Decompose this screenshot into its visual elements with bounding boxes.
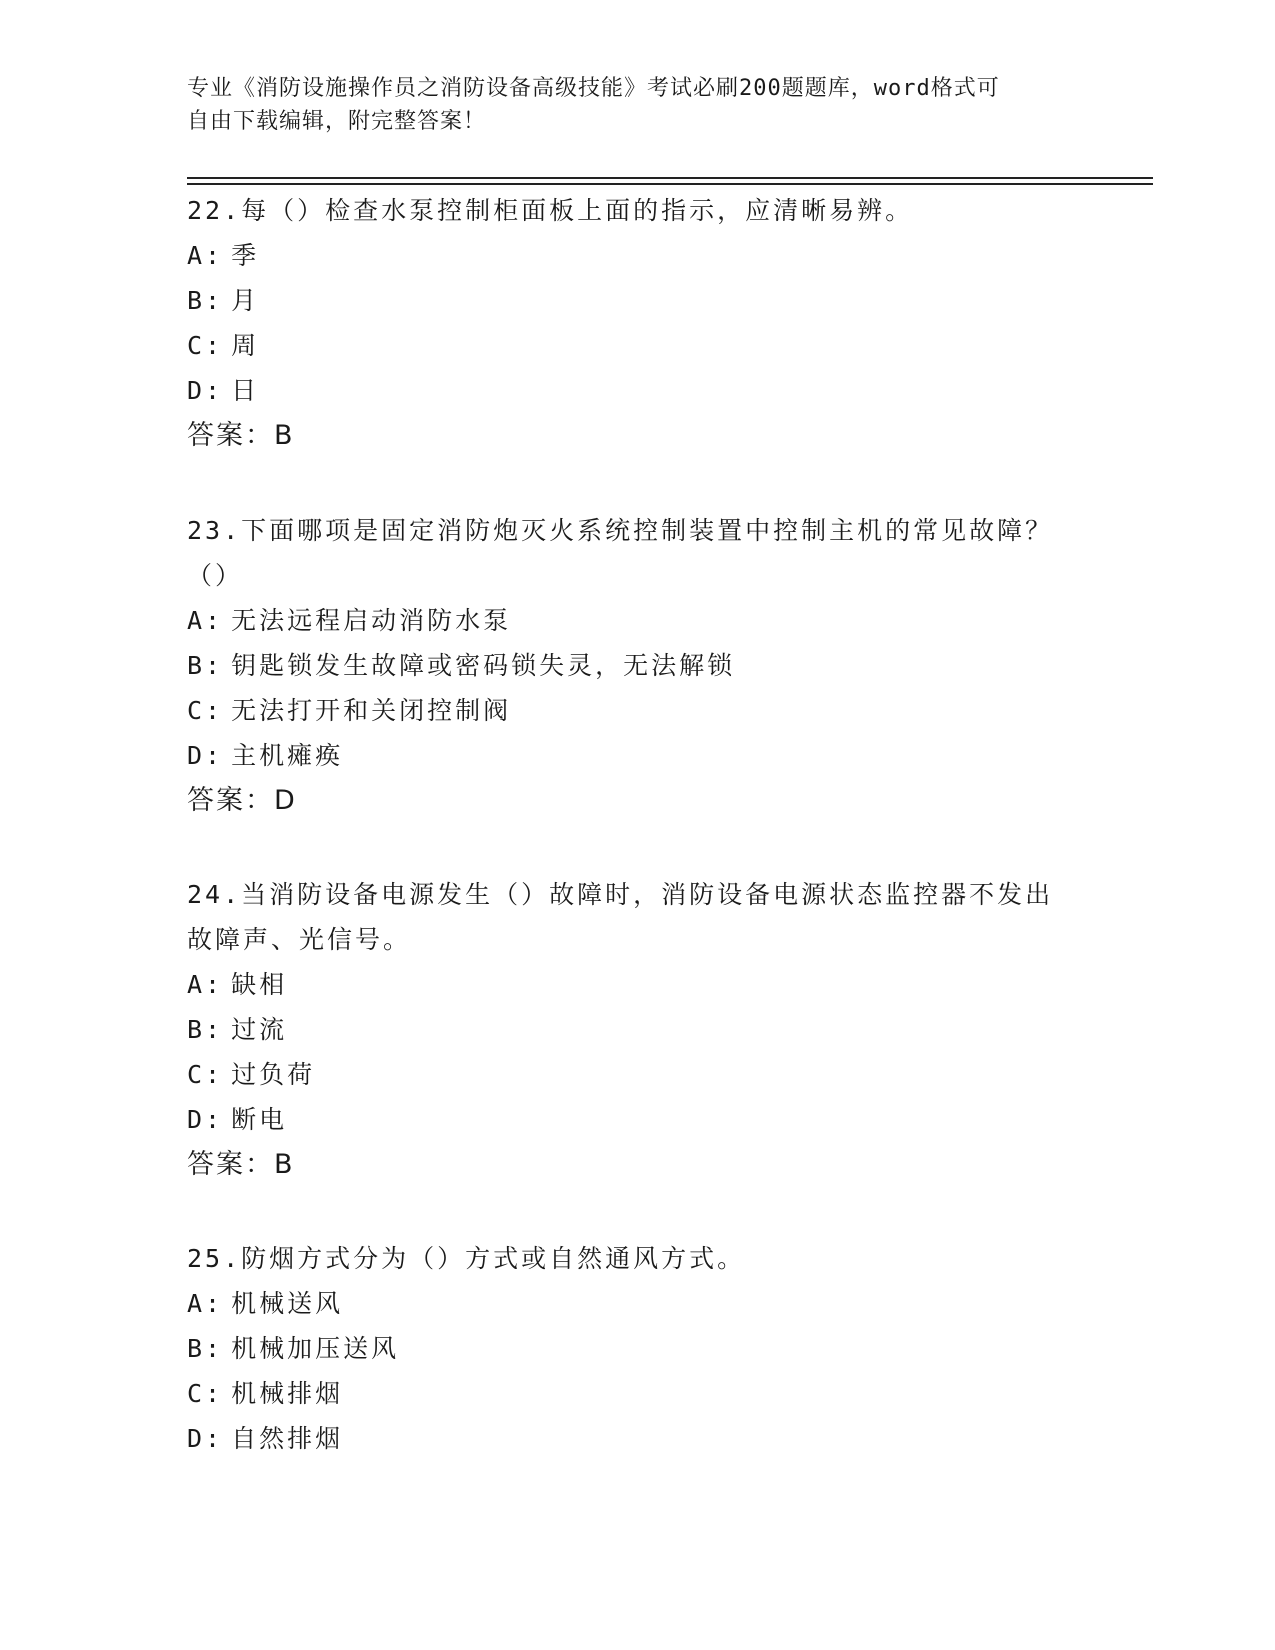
question-25 bbox=[187, 1236, 1087, 1461]
option-key: B: bbox=[187, 1015, 224, 1044]
option-key: D: bbox=[187, 376, 224, 405]
option-text: 季 bbox=[231, 241, 260, 270]
option-key: D: bbox=[187, 741, 224, 770]
option-c bbox=[187, 1371, 1087, 1416]
option-key: D: bbox=[187, 1424, 224, 1453]
question-stem-continued: （） bbox=[187, 561, 244, 590]
option-b bbox=[187, 643, 1087, 688]
option-d bbox=[187, 733, 1087, 778]
question-stem-continued: 故障声、光信号。 bbox=[187, 925, 412, 954]
option-text: 过负荷 bbox=[231, 1060, 316, 1089]
question-stem: 24.当消防设备电源发生（）故障时，消防设备电源状态监控器不发出 bbox=[187, 880, 1054, 909]
option-key: A: bbox=[187, 606, 224, 635]
question-stem: 25.防烟方式分为（）方式或自然通风方式。 bbox=[187, 1244, 746, 1273]
question-stem: 23.下面哪项是固定消防炮灭火系统控制装置中控制主机的常见故障？ bbox=[187, 516, 1054, 545]
option-d bbox=[187, 1416, 1087, 1461]
option-text: 月 bbox=[231, 286, 260, 315]
option-key: A: bbox=[187, 1289, 224, 1318]
header-divider-top bbox=[187, 177, 1153, 179]
option-d bbox=[187, 368, 1087, 413]
option-b bbox=[187, 1007, 1087, 1052]
option-text: 机械加压送风 bbox=[231, 1334, 400, 1363]
document-header bbox=[187, 72, 1067, 138]
question-24 bbox=[187, 872, 1087, 1187]
option-text: 无法远程启动消防水泵 bbox=[231, 606, 512, 635]
option-b bbox=[187, 1326, 1087, 1371]
option-c bbox=[187, 323, 1087, 368]
option-a bbox=[187, 233, 1087, 278]
option-a bbox=[187, 598, 1087, 643]
option-key: A: bbox=[187, 241, 224, 270]
answer: 答案：D bbox=[187, 785, 297, 816]
answer: 答案：B bbox=[187, 1149, 295, 1180]
question-stem: 22.每（）检查水泵控制柜面板上面的指示，应清晰易辨。 bbox=[187, 196, 914, 225]
option-b bbox=[187, 278, 1087, 323]
option-key: A: bbox=[187, 970, 224, 999]
option-key: C: bbox=[187, 331, 224, 360]
question-22 bbox=[187, 188, 1087, 458]
option-text: 过流 bbox=[231, 1015, 288, 1044]
option-text: 机械排烟 bbox=[231, 1379, 344, 1408]
option-key: D: bbox=[187, 1105, 224, 1134]
option-c bbox=[187, 688, 1087, 733]
option-text: 机械送风 bbox=[231, 1289, 344, 1318]
header-divider-bottom bbox=[187, 183, 1153, 185]
option-d bbox=[187, 1097, 1087, 1142]
option-text: 周 bbox=[231, 331, 260, 360]
option-text: 无法打开和关闭控制阀 bbox=[231, 696, 512, 725]
option-text: 钥匙锁发生故障或密码锁失灵，无法解锁 bbox=[231, 651, 736, 680]
option-key: B: bbox=[187, 1334, 224, 1363]
option-a bbox=[187, 1281, 1087, 1326]
option-c bbox=[187, 1052, 1087, 1097]
option-a bbox=[187, 962, 1087, 1007]
option-key: C: bbox=[187, 1379, 224, 1408]
answer: 答案：B bbox=[187, 420, 295, 451]
option-text: 缺相 bbox=[231, 970, 288, 999]
option-text: 日 bbox=[231, 376, 260, 405]
option-key: C: bbox=[187, 1060, 224, 1089]
question-23 bbox=[187, 508, 1087, 823]
header-line-1: 专业《消防设施操作员之消防设备高级技能》考试必刷200题题库，word格式可 bbox=[187, 76, 1000, 101]
option-text: 主机瘫痪 bbox=[231, 741, 344, 770]
header-line-2: 自由下载编辑，附完整答案！ bbox=[187, 109, 487, 134]
option-text: 断电 bbox=[231, 1105, 288, 1134]
option-text: 自然排烟 bbox=[231, 1424, 344, 1453]
option-key: C: bbox=[187, 696, 224, 725]
option-key: B: bbox=[187, 286, 224, 315]
option-key: B: bbox=[187, 651, 224, 680]
